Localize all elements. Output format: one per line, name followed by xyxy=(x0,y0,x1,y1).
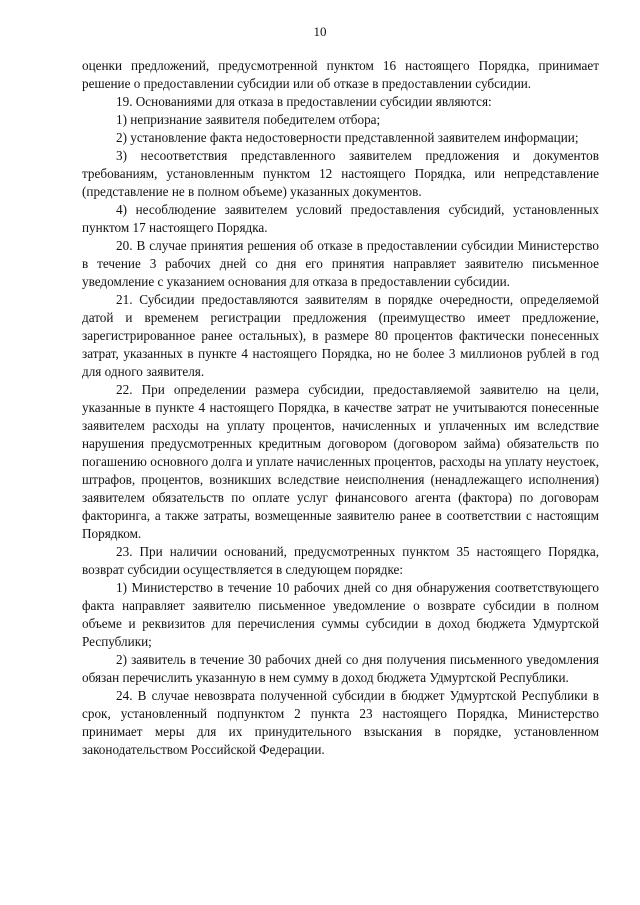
paragraph-23-heading: 23. При наличии оснований, предусмотренных пунктом 35 настоящего Порядка, возврат субсидии осуществляется в следующем порядке: xyxy=(82,544,599,577)
paragraph-20: 20. В случае принятия решения об отказе в предоставлении субсидии Министерство в течение 3 рабочих дней со дня его принятия направляет заявителю письменное уведомление с указанием основания для отказа в предоставлении субсидии. xyxy=(82,238,599,289)
paragraph-19-item-2: 2) установление факта недостоверности представленной заявителем информации; xyxy=(116,130,579,145)
paragraph-23-item-1: 1) Министерство в течение 10 рабочих дней со дня обнаружения соответствующего факта направляет заявителю письменное уведомление о возврате субсидии в полном объеме и реквизитов для перечисления суммы субсидии в доход бюджета Удмуртской Республики; xyxy=(82,580,599,649)
paragraph-19-item-1: 1) непризнание заявителя победителем отбора; xyxy=(116,112,381,127)
paragraph-21: 21. Субсидии предоставляются заявителям в порядке очередности, определяемой датой и временем регистрации предложения (преимущество имеет предложение, зарегистрированное ранее остальных), в размере 80 процентов фактически понесенных затрат, указанных в пункте 4 настоящего Порядка, но не более 3 миллионов рублей в год для одного заявителя. xyxy=(82,292,599,379)
paragraph-continuation: оценки предложений, предусмотренной пунктом 16 настоящего Порядка, принимает решение о предоставлении субсидии или об отказе в предоставлении субсидии. xyxy=(82,58,599,91)
paragraph-19-heading: 19. Основаниями для отказа в предоставлении субсидии являются: xyxy=(116,94,492,109)
paragraph-24: 24. В случае невозврата полученной субсидии в бюджет Удмуртской Республики в срок, установленный подпунктом 2 пункта 23 настоящего Порядка, Министерство принимает меры для их принудительного взыскания в порядке, установленном законодательством Российской Федерации. xyxy=(82,688,599,757)
document-body xyxy=(82,57,599,759)
page-number: 10 xyxy=(313,24,327,39)
paragraph-19-item-4: 4) несоблюдение заявителем условий предоставления субсидий, установленных пунктом 17 настоящего Порядка. xyxy=(82,202,599,235)
paragraph-22: 22. При определении размера субсидии, предоставляемой заявителю на цели, указанные в пункте 4 настоящего Порядка, в качестве затрат не учитываются понесенные заявителем расходы на уплату процентов, начисленных и уплаченных им вследствие нарушения предусмотренных кредитным договором (договором займа) обязательств по погашению основного долга и уплате начисленных процентов, расходы на уплату неустоек, штрафов, процентов, возникших вследствие неисполнения (ненадлежащего исполнения) заявителем обязательств по оплате услуг финансового агента (фактора) по договорам факторинга, а также затраты, возмещенные заявителю ранее в соответствии с настоящим Порядком. xyxy=(82,382,599,541)
paragraph-23-item-2: 2) заявитель в течение 30 рабочих дней со дня получения письменного уведомления обязан перечислить указанную в нем сумму в доход бюджета Удмуртской Республики. xyxy=(82,652,599,685)
paragraph-19-item-3: 3) несоответствия представленного заявителем предложения и документов требованиям, установленным пунктом 12 настоящего Порядка, или непредставление (представление не в полном объеме) указанных документов. xyxy=(82,148,599,199)
